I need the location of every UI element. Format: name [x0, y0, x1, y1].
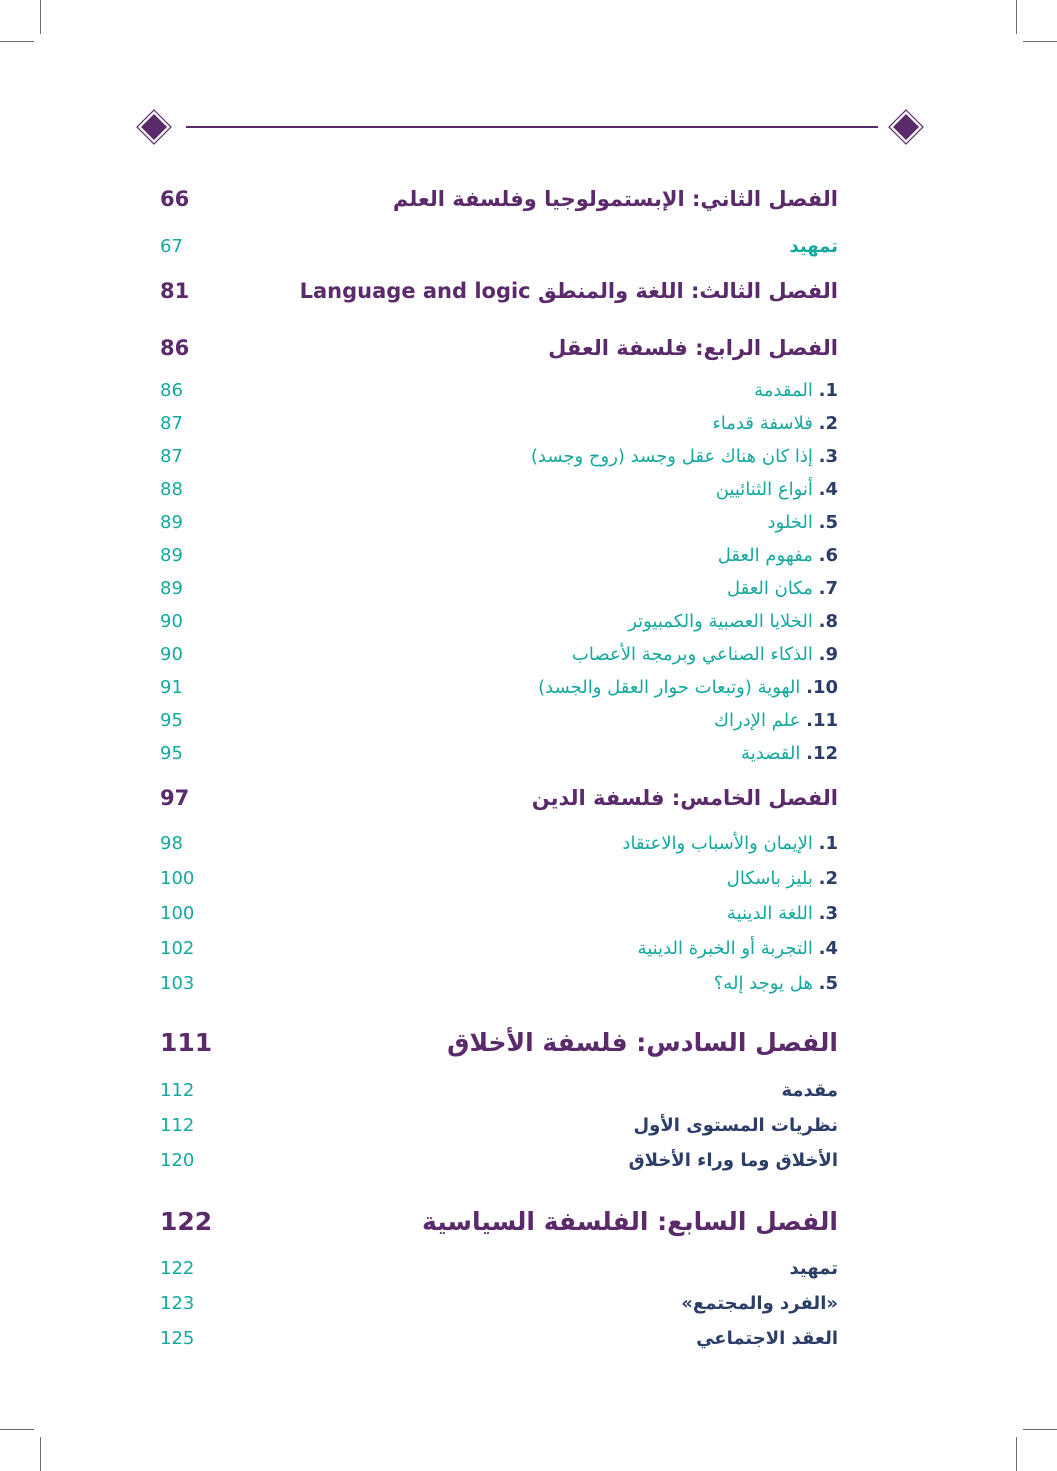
page-number: 120	[160, 1150, 195, 1171]
page-number: 91	[160, 677, 183, 698]
page-number: 112	[160, 1080, 195, 1101]
page-number: 111	[160, 1028, 213, 1057]
crop-mark	[1023, 41, 1057, 42]
page-number: 86	[160, 336, 190, 360]
entry-title: إذا كان هناك عقل وجسد (روح وجسد)	[530, 446, 813, 467]
entry-title: فلاسفة قدماء	[712, 413, 813, 434]
entry-title: نظريات المستوى الأول	[633, 1115, 838, 1136]
entry-number: 11.	[806, 710, 838, 731]
page-number: 95	[160, 743, 183, 764]
entry-number: 6.	[818, 545, 838, 566]
page-number: 90	[160, 644, 183, 665]
crop-mark	[0, 41, 34, 42]
page-number: 66	[160, 187, 190, 211]
entry-title: مفهوم العقل	[717, 545, 813, 566]
page-number: 86	[160, 380, 183, 401]
page-number: 103	[160, 973, 195, 994]
header-rule	[186, 126, 878, 128]
chapter-title: الفصل السادس: فلسفة الأخلاق	[447, 1028, 838, 1057]
entry-title: التجربة أو الخبرة الدينية	[637, 938, 813, 959]
crop-mark	[1016, 1437, 1017, 1471]
entry-title: الأخلاق وما وراء الأخلاق	[628, 1150, 838, 1171]
page-number: 87	[160, 446, 183, 467]
diamond-icon	[888, 109, 924, 145]
entry-title: العقد الاجتماعي	[696, 1328, 838, 1349]
entry-title: المقدمة	[754, 380, 813, 401]
entry-number: 1.	[818, 380, 838, 401]
page-number: 125	[160, 1328, 195, 1349]
chapter-title: الفصل السابع: الفلسفة السياسية	[422, 1207, 838, 1236]
entry-title: بليز باسكال	[726, 868, 813, 889]
entry-title: الخلايا العصبية والكمبيوتر	[628, 611, 813, 632]
page-number: 89	[160, 512, 183, 533]
entry-number: 2.	[818, 868, 838, 889]
chapter-title: الفصل الثالث: اللغة والمنطق Language and logic	[299, 279, 838, 303]
page-number: 87	[160, 413, 183, 434]
crop-mark	[0, 1429, 34, 1430]
entry-number: 2.	[818, 413, 838, 434]
entry-number: 4.	[818, 938, 838, 959]
page-number: 90	[160, 611, 183, 632]
entry-title: تمهيد	[789, 1258, 838, 1279]
page-number: 122	[160, 1258, 195, 1279]
diamond-icon	[136, 109, 172, 145]
chapter-title: الفصل الرابع: فلسفة العقل	[548, 336, 838, 360]
entry-number: 8.	[818, 611, 838, 632]
crop-mark	[1016, 0, 1017, 34]
entry-title: مكان العقل	[726, 578, 813, 599]
entry-title: علم الإدراك	[714, 710, 801, 731]
crop-mark	[40, 0, 41, 34]
crop-mark	[40, 1437, 41, 1471]
page-number: 112	[160, 1115, 195, 1136]
entry-title: الهوية (وتبعات حوار العقل والجسد)	[538, 677, 801, 698]
page-number: 123	[160, 1293, 195, 1314]
page-number: 88	[160, 479, 183, 500]
entry-title: أنواع الثنائيين	[715, 479, 813, 500]
page-number: 97	[160, 786, 190, 810]
entry-number: 9.	[818, 644, 838, 665]
entry-number: 4.	[818, 479, 838, 500]
entry-number: 5.	[818, 512, 838, 533]
crop-mark	[1023, 1429, 1057, 1430]
page-number: 100	[160, 903, 195, 924]
page-number: 102	[160, 938, 195, 959]
entry-number: 12.	[806, 743, 838, 764]
entry-title: الإيمان والأسباب والاعتقاد	[622, 833, 813, 854]
entry-title: تمهيد	[789, 236, 838, 257]
entry-number: 3.	[818, 903, 838, 924]
entry-number: 3.	[818, 446, 838, 467]
entry-number: 10.	[806, 677, 838, 698]
entry-title: اللغة الدينية	[726, 903, 813, 924]
chapter-title: الفصل الثاني: الإبستمولوجيا وفلسفة العلم	[392, 187, 838, 211]
page-number: 122	[160, 1207, 213, 1236]
entry-number: 7.	[818, 578, 838, 599]
entry-number: 1.	[818, 833, 838, 854]
entry-title: مقدمة	[781, 1080, 838, 1101]
page-number: 95	[160, 710, 183, 731]
chapter-title: الفصل الخامس: فلسفة الدين	[531, 786, 838, 810]
page-number: 100	[160, 868, 195, 889]
page-number: 98	[160, 833, 183, 854]
page-number: 67	[160, 236, 183, 257]
page-number: 89	[160, 578, 183, 599]
entry-title: الخلود	[767, 512, 813, 533]
entry-title: هل يوجد إله؟	[713, 973, 813, 994]
page-number: 89	[160, 545, 183, 566]
entry-title: «الفرد والمجتمع»	[681, 1293, 838, 1314]
entry-title: القصدية	[741, 743, 801, 764]
entry-number: 5.	[818, 973, 838, 994]
entry-title: الذكاء الصناعي وبرمجة الأعصاب	[571, 644, 813, 665]
page-number: 81	[160, 279, 190, 303]
